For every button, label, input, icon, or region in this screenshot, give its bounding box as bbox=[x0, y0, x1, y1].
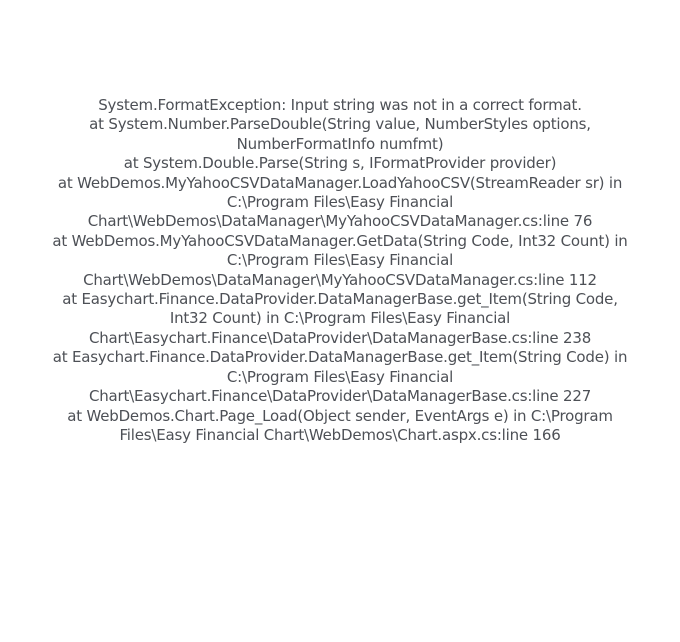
stack-trace-line: C:\Program Files\Easy Financial bbox=[226, 251, 454, 270]
stack-trace-line: System.FormatException: Input string was not in a correct format. bbox=[98, 96, 582, 114]
stack-trace-line: Chart\Easychart.Finance\DataProvider\DataManagerBase.cs:line 227 bbox=[88, 387, 592, 406]
stack-trace-line: at WebDemos.MyYahooCSVDataManager.LoadYahooCSV(StreamReader sr) in bbox=[57, 173, 623, 192]
stack-trace-line: Int32 Count) in C:\Program Files\Easy Financial bbox=[169, 309, 511, 328]
stack-trace-line: Chart\WebDemos\DataManager\MyYahooCSVDataManager.cs:line 112 bbox=[83, 270, 597, 289]
stack-trace-line: at WebDemos.Chart.Page_Load(Object sender, EventArgs e) in C:\Program bbox=[67, 406, 613, 425]
stack-trace-line: at WebDemos.MyYahooCSVDataManager.GetData(String Code, Int32 Count) in bbox=[52, 231, 628, 250]
stack-trace-line: C:\Program Files\Easy Financial bbox=[226, 193, 454, 212]
stack-trace-line: Files\Easy Financial Chart\WebDemos\Chart.aspx.cs:line 166 bbox=[119, 425, 561, 444]
stack-trace-line: at Easychart.Finance.DataProvider.DataManagerBase.get_Item(String Code, bbox=[62, 290, 618, 309]
stack-trace-line: at System.Number.ParseDouble(String value, NumberStyles options, bbox=[89, 115, 591, 134]
stack-trace-line: Chart\WebDemos\DataManager\MyYahooCSVDataManager.cs:line 76 bbox=[87, 212, 593, 231]
stack-trace-line: C:\Program Files\Easy Financial bbox=[226, 367, 454, 386]
stack-trace-line: NumberFormatInfo numfmt) bbox=[236, 134, 444, 153]
stack-trace-line: at System.Double.Parse(String s, IFormatProvider provider) bbox=[123, 154, 557, 173]
stack-trace-line: at Easychart.Finance.DataProvider.DataManagerBase.get_Item(String Code) in bbox=[52, 348, 628, 367]
stack-trace-line: Chart\Easychart.Finance\DataProvider\DataManagerBase.cs:line 238 bbox=[88, 328, 592, 347]
error-stack-trace bbox=[0, 96, 680, 445]
